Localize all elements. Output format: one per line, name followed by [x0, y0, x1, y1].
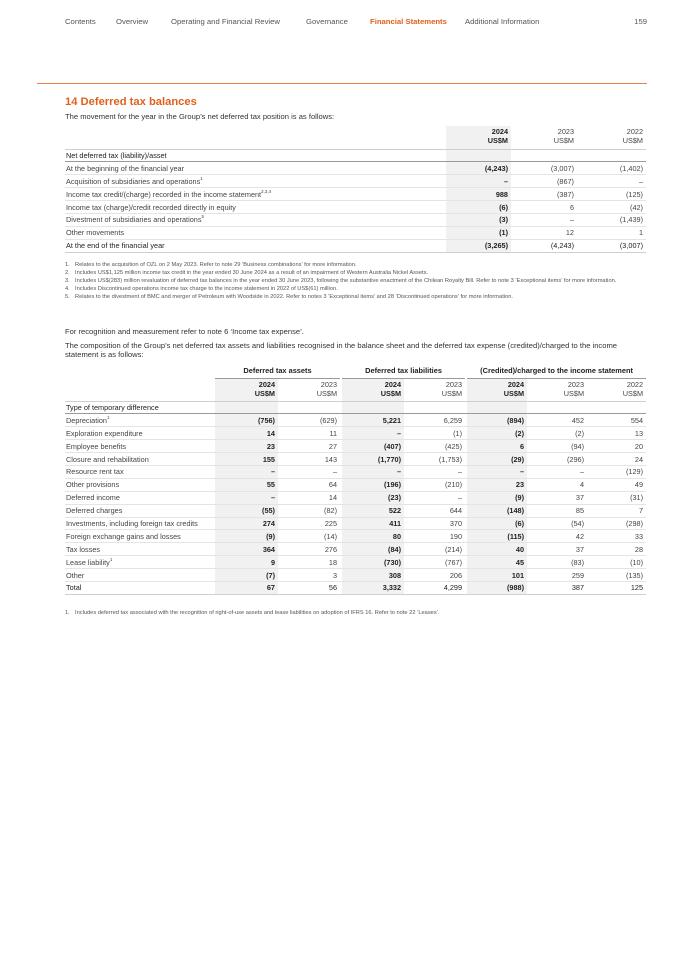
column-header-2024: 2024 US$M — [446, 126, 511, 149]
table-cell: (210) — [406, 478, 465, 491]
table-header-row — [65, 126, 646, 149]
row-label-text: Divestment of subsidiaries and operations — [66, 215, 202, 225]
table-cell: 42 — [529, 530, 587, 543]
table-cell: – — [215, 491, 278, 504]
table-cell: (298) — [589, 517, 646, 530]
table-cell: (3,007) — [581, 239, 646, 252]
table-cell: – — [215, 465, 278, 478]
nav-financial-statements[interactable]: Financial Statements — [370, 17, 447, 26]
column-header-unit: US$M — [563, 388, 585, 398]
table-row — [65, 440, 646, 453]
footnote — [65, 294, 647, 301]
group-deferred-tax-assets: Deferred tax assets — [215, 364, 340, 378]
table-cell: 3 — [280, 569, 340, 582]
table-row — [65, 213, 646, 226]
footnote — [65, 286, 647, 293]
footnote-ref: 1 — [200, 175, 203, 181]
table-cell: (730) — [342, 556, 404, 569]
row-label-text: Employee benefits — [66, 441, 127, 451]
table-cell: 6,259 — [406, 414, 465, 427]
table-cell: 33 — [589, 530, 646, 543]
table-cell: 37 — [529, 543, 587, 556]
row-label — [65, 517, 215, 530]
table-row — [65, 556, 646, 569]
recognition-paragraph: For recognition and measurement refer to note 6 ‘Income tax expense’. — [65, 327, 304, 336]
header-spacer — [65, 378, 215, 401]
table-row — [65, 478, 646, 491]
table-cell: (756) — [215, 414, 278, 427]
nav-overview[interactable]: Overview — [116, 17, 149, 26]
table-cell: – — [342, 427, 404, 440]
row-label — [65, 213, 446, 226]
table-cell: 14 — [215, 427, 278, 440]
table-cell: – — [529, 465, 587, 478]
table-cell: 206 — [406, 569, 465, 582]
column-header-year: 2022 — [626, 379, 644, 389]
top-navigation — [65, 17, 647, 29]
table-section-row — [65, 149, 646, 162]
table-cell: (3) — [446, 213, 511, 226]
column-header-year: 2024 — [384, 379, 402, 389]
table-cell: 12 — [515, 226, 577, 239]
group-header-row — [65, 364, 646, 378]
row-label-text: Resource rent tax — [66, 467, 124, 477]
table-cell: 4,299 — [406, 581, 465, 594]
table-row — [65, 543, 646, 556]
table-cell: (894) — [467, 414, 527, 427]
table-cell: – — [446, 175, 511, 188]
section-title: 14 Deferred tax balances — [65, 96, 197, 108]
footnote-text: Includes deferred tax associated with the recognition of right-of-use assets and lease liabilities on adoption of IFRS 16. Refer to note 22 ‘Leases’. — [75, 610, 440, 616]
table-cell: – — [406, 465, 465, 478]
table-cell: (3,265) — [446, 239, 511, 252]
column-header — [529, 378, 587, 401]
table-cell: 80 — [342, 530, 404, 543]
table-cell: (988) — [467, 581, 527, 594]
table-cell: 37 — [529, 491, 587, 504]
table-cell: (31) — [589, 491, 646, 504]
row-label-text: Depreciation — [66, 415, 107, 425]
column-header-unit: US$M — [441, 388, 463, 398]
table-cell: (29) — [467, 453, 527, 466]
table-cell: 23 — [467, 478, 527, 491]
column-header-year: 2024 — [507, 379, 525, 389]
footnote-number: 5. — [65, 293, 70, 300]
table-cell: 6 — [515, 201, 577, 214]
table-section-row — [65, 401, 646, 414]
nav-governance[interactable]: Governance — [306, 17, 348, 26]
table-cell: 67 — [215, 581, 278, 594]
table-cell: 24 — [589, 453, 646, 466]
column-header — [467, 378, 527, 401]
table-cell: 55 — [215, 478, 278, 491]
table1-footnotes — [65, 262, 647, 301]
table-cell: (125) — [581, 188, 646, 201]
table-cell: (1,753) — [406, 453, 465, 466]
table-cell: 225 — [280, 517, 340, 530]
row-label-text: At the end of the financial year — [66, 241, 165, 251]
section-label: Type of temporary difference — [65, 401, 215, 414]
table-cell: (23) — [342, 491, 404, 504]
section-intro: The movement for the year in the Group’s net deferred tax position is as follows: — [65, 112, 335, 121]
table-cell: 13 — [589, 427, 646, 440]
table-cell: 11 — [280, 427, 340, 440]
table-cell: 125 — [589, 581, 646, 594]
table-row — [65, 491, 646, 504]
table-cell: 276 — [280, 543, 340, 556]
table-cell: (129) — [589, 465, 646, 478]
nav-contents[interactable]: Contents — [65, 17, 96, 26]
table-row — [65, 175, 646, 188]
row-label — [65, 465, 215, 478]
table-cell: 143 — [280, 453, 340, 466]
table2-footnotes — [65, 610, 647, 618]
column-header-year: 2024 — [258, 379, 275, 389]
table-cell: (115) — [467, 530, 527, 543]
table-cell: 27 — [280, 440, 340, 453]
table-row — [65, 504, 646, 517]
footnote — [65, 270, 647, 277]
deferred-tax-composition-table — [65, 364, 646, 595]
table-cell: (82) — [280, 504, 340, 517]
table-cell: 20 — [589, 440, 646, 453]
column-header-unit: US$M — [380, 388, 402, 398]
footnote-number: 2. — [65, 269, 70, 276]
column-header-unit: US$M — [503, 388, 525, 398]
row-label — [65, 162, 446, 175]
column-header-2023: 2023 US$M — [515, 126, 577, 149]
table-cell: (9) — [215, 530, 278, 543]
composition-paragraph: The composition of the Group’s net deferred tax assets and liabilities recognised in the balance sheet and the deferred tax expense (credited)/charged to the income statement is as follows: — [65, 341, 618, 360]
section-label: Net deferred tax (liability)/asset — [65, 149, 446, 162]
column-header — [280, 378, 340, 401]
column-header — [589, 378, 646, 401]
footnote-number: 4. — [65, 285, 70, 292]
row-label — [65, 556, 215, 569]
group-income-statement: (Credited)/charged to the income statement — [467, 364, 646, 378]
table-cell: – — [280, 465, 340, 478]
row-label — [65, 239, 446, 252]
footnote — [65, 262, 647, 269]
row-label-text: Tax losses — [66, 544, 101, 554]
footnote-ref: 1 — [106, 414, 110, 420]
row-label-text: At the beginning of the financial year — [66, 163, 185, 173]
table-cell: 85 — [529, 504, 587, 517]
row-label — [65, 414, 215, 427]
table-cell: (425) — [406, 440, 465, 453]
table-cell: 101 — [467, 569, 527, 582]
row-label-text: Foreign exchange gains and losses — [66, 531, 181, 541]
table-cell: 522 — [342, 504, 404, 517]
table-total-row — [65, 581, 646, 594]
table-cell: 308 — [342, 569, 404, 582]
table-row — [65, 465, 646, 478]
row-label — [65, 543, 215, 556]
table-cell: 40 — [467, 543, 527, 556]
table-row — [65, 530, 646, 543]
column-header-year: 2023 — [445, 379, 463, 389]
footnote-ref: 5 — [201, 214, 204, 220]
table-cell: 3,332 — [342, 581, 404, 594]
column-header-2022: 2022 US$M — [581, 126, 646, 149]
row-label — [65, 478, 215, 491]
table-cell: 364 — [215, 543, 278, 556]
row-label — [65, 226, 446, 239]
column-header — [215, 378, 278, 401]
table-cell: (9) — [467, 491, 527, 504]
table-cell: (407) — [342, 440, 404, 453]
table-row — [65, 453, 646, 466]
table-cell: 452 — [529, 414, 587, 427]
table-cell: 5,221 — [342, 414, 404, 427]
table-cell: – — [515, 213, 577, 226]
footnote-text: Includes US$(283) million revaluation of deferred tax balances in the year ended 30 June 2023, following the substantive enactment of the Chilean Royalty Bill. Refer to note 3 ‘Exceptional items’ for more information. — [75, 277, 617, 284]
table-cell: (84) — [342, 543, 404, 556]
table-row — [65, 414, 646, 427]
table-cell: (148) — [467, 504, 527, 517]
row-label-text: Deferred income — [66, 493, 120, 503]
footnote — [65, 610, 647, 617]
row-label — [65, 440, 215, 453]
table-cell: (42) — [581, 201, 646, 214]
row-label — [65, 175, 446, 188]
table-cell: (83) — [529, 556, 587, 569]
column-header-year: 2023 — [567, 379, 585, 389]
row-label — [65, 453, 215, 466]
table-cell: (1,770) — [342, 453, 404, 466]
row-label — [65, 569, 215, 582]
footnote-number: 3. — [65, 277, 70, 284]
table-cell: 6 — [467, 440, 527, 453]
nav-operating-financial-review[interactable]: Operating and Financial Review — [171, 17, 280, 26]
table-total-row — [65, 239, 646, 252]
row-label-text: Other provisions — [66, 480, 120, 490]
table-cell: 14 — [280, 491, 340, 504]
table-cell: 370 — [406, 517, 465, 530]
table-row — [65, 517, 646, 530]
row-label-text: Income tax credit/(charge) recorded in the income statement — [66, 189, 262, 199]
table-header-row — [65, 378, 646, 401]
table-cell: – — [342, 465, 404, 478]
table-cell: 274 — [215, 517, 278, 530]
table-cell: 387 — [529, 581, 587, 594]
row-label-text: Exploration expenditure — [66, 428, 143, 438]
table-cell: 190 — [406, 530, 465, 543]
table-cell: 18 — [280, 556, 340, 569]
deferred-tax-movement-table — [65, 126, 646, 253]
table-cell: 554 — [589, 414, 646, 427]
row-label — [65, 188, 446, 201]
table-cell: (6) — [446, 201, 511, 214]
table-row — [65, 201, 646, 214]
table-cell: (2) — [467, 427, 527, 440]
table-cell: 4 — [529, 478, 587, 491]
table-cell: (54) — [529, 517, 587, 530]
table-cell: 64 — [280, 478, 340, 491]
table-cell: (387) — [515, 188, 577, 201]
table-cell: (867) — [515, 175, 577, 188]
table-cell: 259 — [529, 569, 587, 582]
table-cell: 9 — [215, 556, 278, 569]
table-cell: (629) — [280, 414, 340, 427]
table-row — [65, 569, 646, 582]
table-cell: 644 — [406, 504, 465, 517]
row-label-text: Total — [66, 583, 82, 593]
table-cell: (6) — [467, 517, 527, 530]
table-cell: (7) — [215, 569, 278, 582]
table-cell: (1) — [446, 226, 511, 239]
table-cell: 7 — [589, 504, 646, 517]
table-cell: (14) — [280, 530, 340, 543]
row-label — [65, 491, 215, 504]
table-row — [65, 226, 646, 239]
row-label-text: Lease liability — [66, 557, 110, 567]
table-cell: (214) — [406, 543, 465, 556]
footnote-ref: 2,3,4 — [261, 188, 272, 194]
footnote-number: 1. — [65, 610, 70, 616]
table-cell: 45 — [467, 556, 527, 569]
row-label — [65, 581, 215, 594]
table-cell: (196) — [342, 478, 404, 491]
table-cell: 155 — [215, 453, 278, 466]
table-cell: 23 — [215, 440, 278, 453]
table-row — [65, 427, 646, 440]
footnote-text: Includes US$1,125 million income tax credit in the year ended 30 June 2024 as a result of an impairment of Western Australia Nickel Assets. — [75, 269, 429, 276]
table-cell: (10) — [589, 556, 646, 569]
row-label-text: Income tax (charge)/credit recorded directly in equity — [66, 202, 236, 212]
row-label-text: Acquisition of subsidiaries and operations — [66, 176, 201, 186]
row-label-text: Deferred charges — [66, 506, 123, 516]
row-label — [65, 530, 215, 543]
table-cell: 49 — [589, 478, 646, 491]
footnote-number: 1. — [65, 262, 70, 268]
group-deferred-tax-liabilities: Deferred tax liabilities — [342, 364, 465, 378]
column-header — [342, 378, 404, 401]
table-cell: 1 — [581, 226, 646, 239]
table-row — [65, 188, 646, 201]
column-header-year: 2023 — [320, 379, 338, 389]
table-cell: (3,007) — [515, 162, 577, 175]
row-label-text: Other — [66, 570, 85, 580]
table-cell: (4,243) — [515, 239, 577, 252]
row-label-text: Investments, including foreign tax credits — [66, 518, 198, 528]
table-cell: – — [581, 175, 646, 188]
column-header-unit: US$M — [622, 388, 644, 398]
row-label — [65, 504, 215, 517]
page-number: 159 — [634, 17, 647, 26]
column-header — [406, 378, 465, 401]
row-label — [65, 427, 215, 440]
table-cell: (4,243) — [446, 162, 511, 175]
row-label-text: Other movements — [66, 228, 124, 238]
table-cell: (296) — [529, 453, 587, 466]
row-label-text: Closure and rehabilitation — [66, 454, 149, 464]
table-cell: 56 — [280, 581, 340, 594]
table-cell: (2) — [529, 427, 587, 440]
column-header-unit: US$M — [254, 388, 275, 398]
table-cell: (55) — [215, 504, 278, 517]
table-cell: (1) — [406, 427, 465, 440]
header-divider — [37, 83, 647, 84]
column-header-unit: US$M — [316, 388, 338, 398]
footnote-text: Includes Discontinued operations income tax charge to the income statement in 2022 of US$(61) million. — [75, 285, 338, 292]
row-label — [65, 201, 446, 214]
footnote-text: Relates to the acquisition of OZL on 2 May 2023. Refer to note 29 ‘Business combinations’ for more information. — [75, 262, 357, 268]
table-cell: (94) — [529, 440, 587, 453]
table-cell: – — [467, 465, 527, 478]
footnote — [65, 278, 647, 285]
footnote-text: Relates to the divestment of BMC and merger of Petroleum with Woodside in 2022. Refer to notes 3 ‘Exceptional items’ and 28 ‘Discontinued operations’ for more information. — [75, 293, 513, 300]
footnote-ref: 1 — [109, 556, 113, 562]
table-cell: (135) — [589, 569, 646, 582]
table-cell: – — [406, 491, 465, 504]
table-cell: (767) — [406, 556, 465, 569]
table-cell: 411 — [342, 517, 404, 530]
table-cell: 988 — [446, 188, 511, 201]
table-cell: 28 — [589, 543, 646, 556]
table-cell: (1,402) — [581, 162, 646, 175]
table-row — [65, 162, 646, 175]
nav-additional-information[interactable]: Additional Information — [465, 17, 540, 26]
table-cell: (1,439) — [581, 213, 646, 226]
